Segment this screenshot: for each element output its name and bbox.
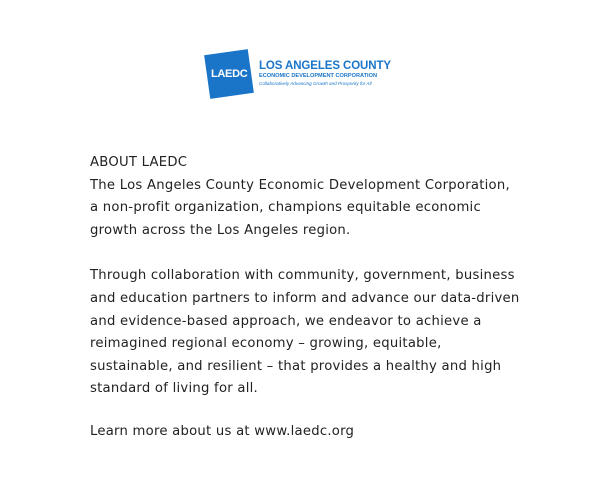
laedc-logo <box>205 48 405 102</box>
logo-tagline: Collaboratively Advancing Growth and Prosperity for All <box>259 81 372 86</box>
learn-more-text: Learn more about us at www.laedc.org <box>90 423 355 439</box>
about-heading: ABOUT LAEDC <box>90 155 188 170</box>
paragraph-spacer <box>90 242 520 265</box>
about-paragraph-1: The Los Angeles County Economic Development Corporation, a non-profit organization, champions equitable economic growth across the Los Angeles region. <box>90 177 510 238</box>
paragraph-spacer <box>90 401 520 421</box>
logo-subtitle: ECONOMIC DEVELOPMENT CORPORATION <box>259 73 377 79</box>
about-paragraph-2: Through collaboration with community, government, business and education partners to inform and advance our data-driven and evidence-based approach, we endeavor to achieve a reimagined regional economy – growing, equitable, sustainable, and resilient – that provides a healthy and high standard of living for all. <box>90 268 520 397</box>
laedc-logo-mark <box>204 49 254 99</box>
logo-title: LOS ANGELES COUNTY <box>259 60 391 72</box>
about-section <box>90 152 520 444</box>
logo-mark-text: LAEDC <box>210 68 248 81</box>
